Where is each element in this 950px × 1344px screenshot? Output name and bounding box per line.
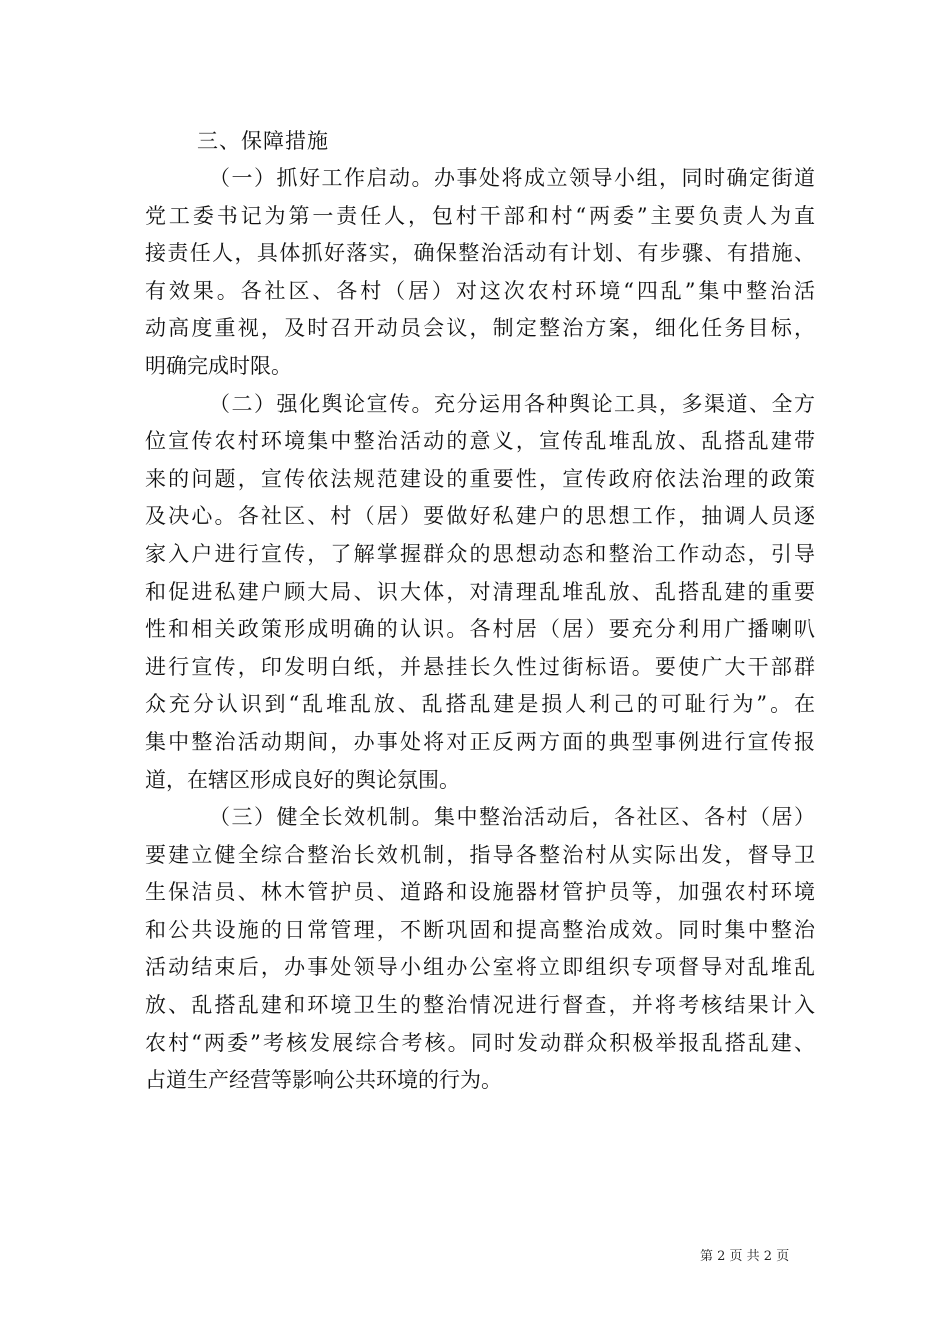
text-line: 和公共设施的日常管理，不断巩固和提高整治成效。同时集中整治 [145,917,815,942]
text-line: 明确完成时限。 [145,353,292,378]
text-line: 活动结束后，办事处领导小组办公室将立即组织专项督导对乱堆乱 [145,955,815,980]
text-line: 道，在辖区形成良好的舆论氛围。 [145,767,460,792]
text-line: 来的问题，宣传依法规范建设的重要性，宣传政府依法治理的政策 [145,466,815,491]
document-body [145,122,815,1100]
text-line: 和促进私建户顾大局、识大体，对清理乱堆乱放、乱搭乱建的重要 [145,579,815,604]
text-line: （二）强化舆论宣传。充分运用各种舆论工具，多渠道、全方 [209,391,815,416]
text-line: 接责任人，具体抓好落实，确保整治活动有计划、有步骤、有措施、 [145,241,815,266]
text-line: （三）健全长效机制。集中整治活动后，各社区、各村（居） [209,805,815,830]
paragraph-1 [145,160,815,386]
paragraph-2 [145,386,815,800]
text-line: 动高度重视，及时召开动员会议，制定整治方案，细化任务目标， [145,316,815,341]
text-line: 性和相关政策形成明确的认识。各村居（居）要充分利用广播喇叭 [145,617,815,642]
text-line: 要建立健全综合整治长效机制，指导各整治村从实际出发，督导卫 [145,842,815,867]
text-line: 众充分认识到“乱堆乱放、乱搭乱建是损人利己的可耻行为”。在 [145,692,815,717]
paragraph-3 [145,799,815,1100]
text-line: 进行宣传，印发明白纸，并悬挂长久性过街标语。要使广大干部群 [145,654,815,679]
text-line: 位宣传农村环境集中整治活动的意义，宣传乱堆乱放、乱搭乱建带 [145,429,815,454]
text-line: 农村“两委”考核发展综合考核。同时发动群众积极举报乱搭乱建、 [145,1030,815,1055]
text-line: 生保洁员、林木管护员、道路和设施器材管护员等，加强农村环境 [145,880,815,905]
text-line: 集中整治活动期间，办事处将对正反两方面的典型事例进行宣传报 [145,729,815,754]
text-line: 占道生产经营等影响公共环境的行为。 [145,1068,502,1093]
text-line: 放、乱搭乱建和环境卫生的整治情况进行督查，并将考核结果计入 [145,993,815,1018]
section-heading: 三、保障措施 [197,129,329,153]
text-line: 有效果。各社区、各村（居）对这次农村环境“四乱”集中整治活 [145,278,815,303]
text-line: 家入户进行宣传，了解掌握群众的思想动态和整治工作动态，引导 [145,541,815,566]
page-number-footer: 第 2 页 共 2 页 [700,1249,790,1264]
text-line: 及决心。各社区、村（居）要做好私建户的思想工作，抽调人员逐 [145,504,815,529]
text-line: （一）抓好工作启动。办事处将成立领导小组，同时确定街道 [209,166,815,190]
text-line: 党工委书记为第一责任人，包村干部和村“两委”主要负责人为直 [145,203,815,228]
